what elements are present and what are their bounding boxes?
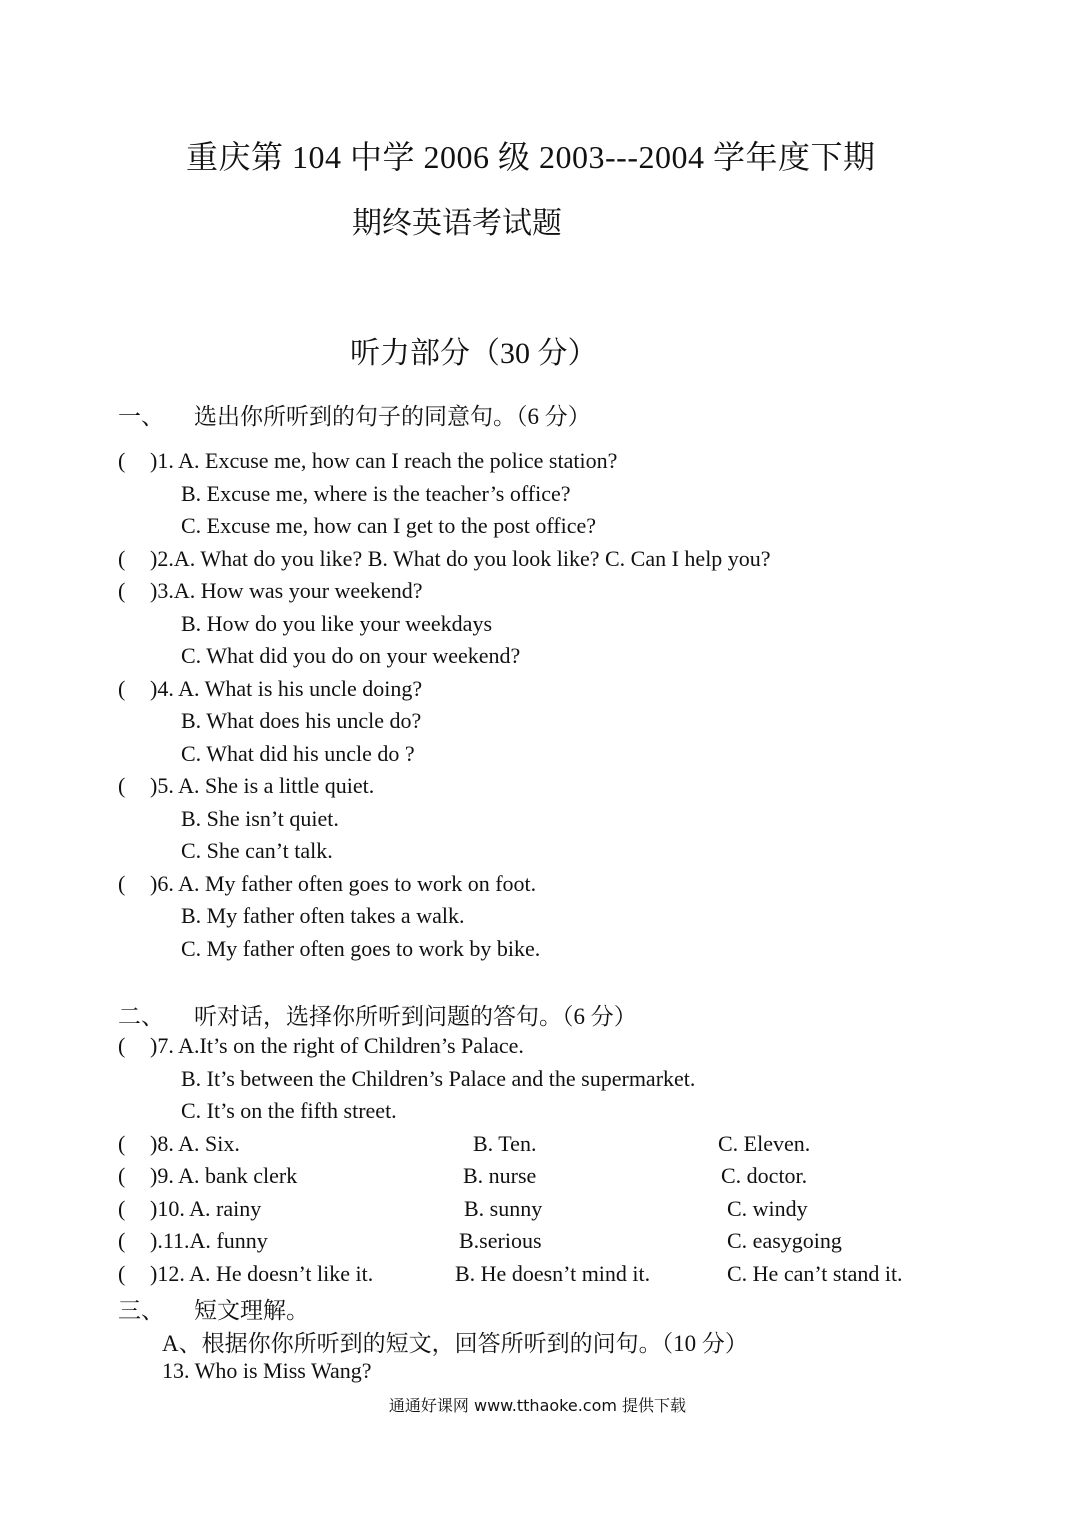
question-5-option-a: )5. A. She is a little quiet. <box>150 773 375 798</box>
question-6 <box>118 871 536 897</box>
question-10-option-b: B. sunny <box>464 1196 543 1221</box>
section3-heading-text: 短文理解。 <box>194 1298 309 1323</box>
section2-number: 二、 <box>118 1004 164 1029</box>
question-3 <box>118 578 422 604</box>
section3-part-a: A、根据你你所听到的短文，回答所听到的问句。（10 分） <box>162 1331 748 1356</box>
question-9-option-c: C. doctor. <box>721 1163 808 1188</box>
question-10-option-c: C. windy <box>727 1196 808 1221</box>
answer-paren[interactable]: ( <box>118 1228 126 1253</box>
question-6-option-a: )6. A. My father often goes to work on foot. <box>150 871 537 896</box>
question-7-option-c: C. It’s on the fifth street. <box>181 1098 397 1123</box>
question-1-option-b: B. Excuse me, where is the teacher’s office? <box>181 481 571 506</box>
section1-number: 一、 <box>118 404 164 429</box>
question-4-option-a: )4. A. What is his uncle doing? <box>150 676 423 701</box>
question-8-option-a: )8. A. Six. <box>150 1131 240 1156</box>
question-9-option-a: )9. A. bank clerk <box>150 1163 298 1188</box>
question-7-option-a: )7. A.It’s on the right of Children’s Palace. <box>150 1033 524 1058</box>
section2-heading <box>118 998 637 1031</box>
question-9 <box>118 1163 297 1189</box>
question-3-option-b: B. How do you like your weekdays <box>181 611 493 636</box>
footer-watermark: 通通好课网 www.tthaoke.com 提供下载 <box>388 1396 687 1415</box>
section1-heading-text: 选出你所听到的句子的同意句。（6 分） <box>194 404 591 429</box>
question-12-option-c: C. He can’t stand it. <box>727 1261 903 1286</box>
question-5-option-b: B. She isn’t quiet. <box>181 806 339 831</box>
question-6-option-c: C. My father often goes to work by bike. <box>181 936 541 961</box>
question-10-option-a: )10. A. rainy <box>150 1196 262 1221</box>
answer-paren[interactable]: ( <box>118 773 126 798</box>
question-5 <box>118 773 374 799</box>
question-12-option-a: )12. A. He doesn’t like it. <box>150 1261 374 1286</box>
question-12-option-b: B. He doesn’t mind it. <box>455 1261 651 1286</box>
question-11-option-a: ).11.A. funny <box>150 1228 268 1253</box>
question-2-options: )2.A. What do you like? B. What do you look like? C. Can I help you? <box>150 546 771 571</box>
answer-paren[interactable]: ( <box>118 1196 126 1221</box>
answer-paren[interactable]: ( <box>118 448 126 473</box>
question-10 <box>118 1196 261 1222</box>
section1-heading <box>118 398 591 431</box>
question-3-option-c: C. What did you do on your weekend? <box>181 643 521 668</box>
answer-paren[interactable]: ( <box>118 578 126 603</box>
question-5-option-c: C. She can’t talk. <box>181 838 333 863</box>
question-4 <box>118 676 422 702</box>
answer-paren[interactable]: ( <box>118 1163 126 1188</box>
question-11-option-b: B.serious <box>459 1228 542 1253</box>
question-8-option-c: C. Eleven. <box>718 1131 811 1156</box>
answer-paren[interactable]: ( <box>118 1033 126 1058</box>
question-9-option-b: B. nurse <box>463 1163 537 1188</box>
question-1-option-c: C. Excuse me, how can I get to the post office? <box>181 513 597 538</box>
section3-heading <box>118 1292 309 1325</box>
question-2 <box>118 546 771 572</box>
answer-paren[interactable]: ( <box>118 546 126 571</box>
question-1 <box>118 448 617 474</box>
question-7 <box>118 1033 524 1059</box>
question-13: 13. Who is Miss Wang? <box>162 1358 372 1383</box>
section2-heading-text: 听对话，选择你所听到问题的答句。（6 分） <box>194 1004 637 1029</box>
exam-title-line2: 期终英语考试题 <box>352 207 562 240</box>
answer-paren[interactable]: ( <box>118 1261 126 1286</box>
question-3-option-a: )3.A. How was your weekend? <box>150 578 423 603</box>
answer-paren[interactable]: ( <box>118 676 126 701</box>
question-8 <box>118 1131 240 1157</box>
question-11-option-c: C. easygoing <box>727 1228 842 1253</box>
section3-number: 三、 <box>118 1298 164 1323</box>
exam-title-line1: 重庆第 104 中学 2006 级 2003---2004 学年度下期 <box>186 139 876 175</box>
question-8-option-b: B. Ten. <box>473 1131 537 1156</box>
question-11 <box>118 1228 268 1254</box>
question-4-option-b: B. What does his uncle do? <box>181 708 422 733</box>
question-7-option-b: B. It’s between the Children’s Palace and the supermarket. <box>181 1066 696 1091</box>
question-1-option-a: )1. A. Excuse me, how can I reach the police station? <box>150 448 618 473</box>
question-6-option-b: B. My father often takes a walk. <box>181 903 465 928</box>
answer-paren[interactable]: ( <box>118 871 126 896</box>
listening-section-title: 听力部分（30 分） <box>350 337 598 370</box>
answer-paren[interactable]: ( <box>118 1131 126 1156</box>
question-4-option-c: C. What did his uncle do ? <box>181 741 415 766</box>
question-12 <box>118 1261 373 1287</box>
